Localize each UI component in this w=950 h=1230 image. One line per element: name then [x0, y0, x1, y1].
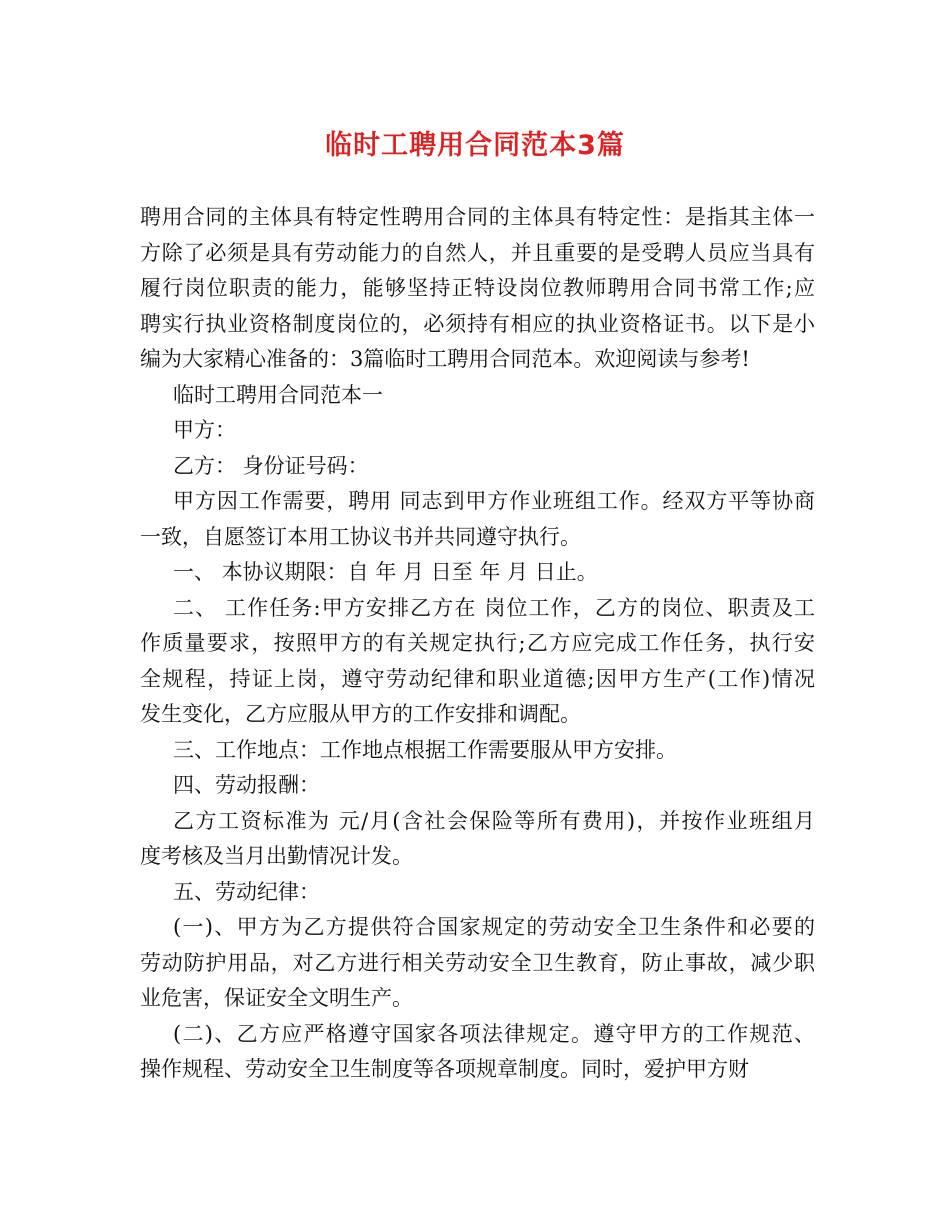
party-b-line: 乙方： 身份证号码：	[173, 453, 369, 478]
body-line: 聘用合同的主体具有特定性聘用合同的主体具有特定性：是指其主体一	[140, 205, 815, 229]
body-line: 业危害，保证安全文明生产。	[140, 986, 413, 1010]
party-a-line: 甲方：	[173, 418, 236, 442]
body-line: (二)、乙方应严格遵守国家各项法律规定。遵守甲方的工作规范、	[173, 1021, 815, 1046]
body-line: 甲方因工作需要，聘用 同志到甲方作业班组工作。经双方平等协商	[173, 489, 815, 513]
body-line: 一致，自愿签订本用工协议书并共同遵守执行。	[140, 524, 581, 549]
clause-line: 五、劳动纪律：	[173, 879, 320, 904]
body-line: 编为大家精心准备的：3篇临时工聘用合同范本。欢迎阅读与参考!	[140, 347, 750, 371]
body-line: 方除了必须是具有劳动能力的自然人，并且重要的是受聘人员应当具有	[140, 240, 815, 265]
clause-line: 一、 本协议期限：自 年 月 日至 年 月 日止。	[173, 560, 598, 584]
body-line: 乙方工资标准为 元/月(含社会保险等所有费用)，并按作业班组月	[173, 808, 815, 833]
clause-line: 二、 工作任务:甲方安排乙方在 岗位工作，乙方的岗位、职责及工	[173, 595, 815, 620]
section-heading: 临时工聘用合同范本一	[173, 382, 383, 407]
clause-line: 四、劳动报酬：	[173, 773, 320, 797]
document-body	[140, 200, 815, 1088]
body-line: 履行岗位职责的能力，能够坚持正特设岗位教师聘用合同书常工作;应	[140, 276, 815, 300]
body-line: (一)、甲方为乙方提供符合国家规定的劳动安全卫生条件和必要的	[173, 915, 815, 939]
body-line: 聘实行执业资格制度岗位的，必须持有相应的执业资格证书。以下是小	[140, 311, 815, 336]
body-line: 全规程，持证上岗，遵守劳动纪律和职业道德;因甲方生产(工作)情况	[140, 666, 815, 691]
document-title: 临时工聘用合同范本3篇	[325, 130, 625, 161]
clause-line: 三、工作地点：工作地点根据工作需要服从甲方安排。	[173, 737, 677, 762]
body-line: 劳动防护用品，对乙方进行相关劳动安全卫生教育，防止事故，减少职	[140, 950, 815, 975]
body-line: 发生变化，乙方应服从甲方的工作安排和调配。	[140, 702, 581, 726]
body-line: 操作规程、劳动安全卫生制度等各项规章制度。同时，爱护甲方财	[140, 1057, 749, 1081]
body-line: 作质量要求，按照甲方的有关规定执行;乙方应完成工作任务，执行安	[140, 631, 815, 655]
body-line: 度考核及当月出勤情况计发。	[140, 844, 413, 868]
